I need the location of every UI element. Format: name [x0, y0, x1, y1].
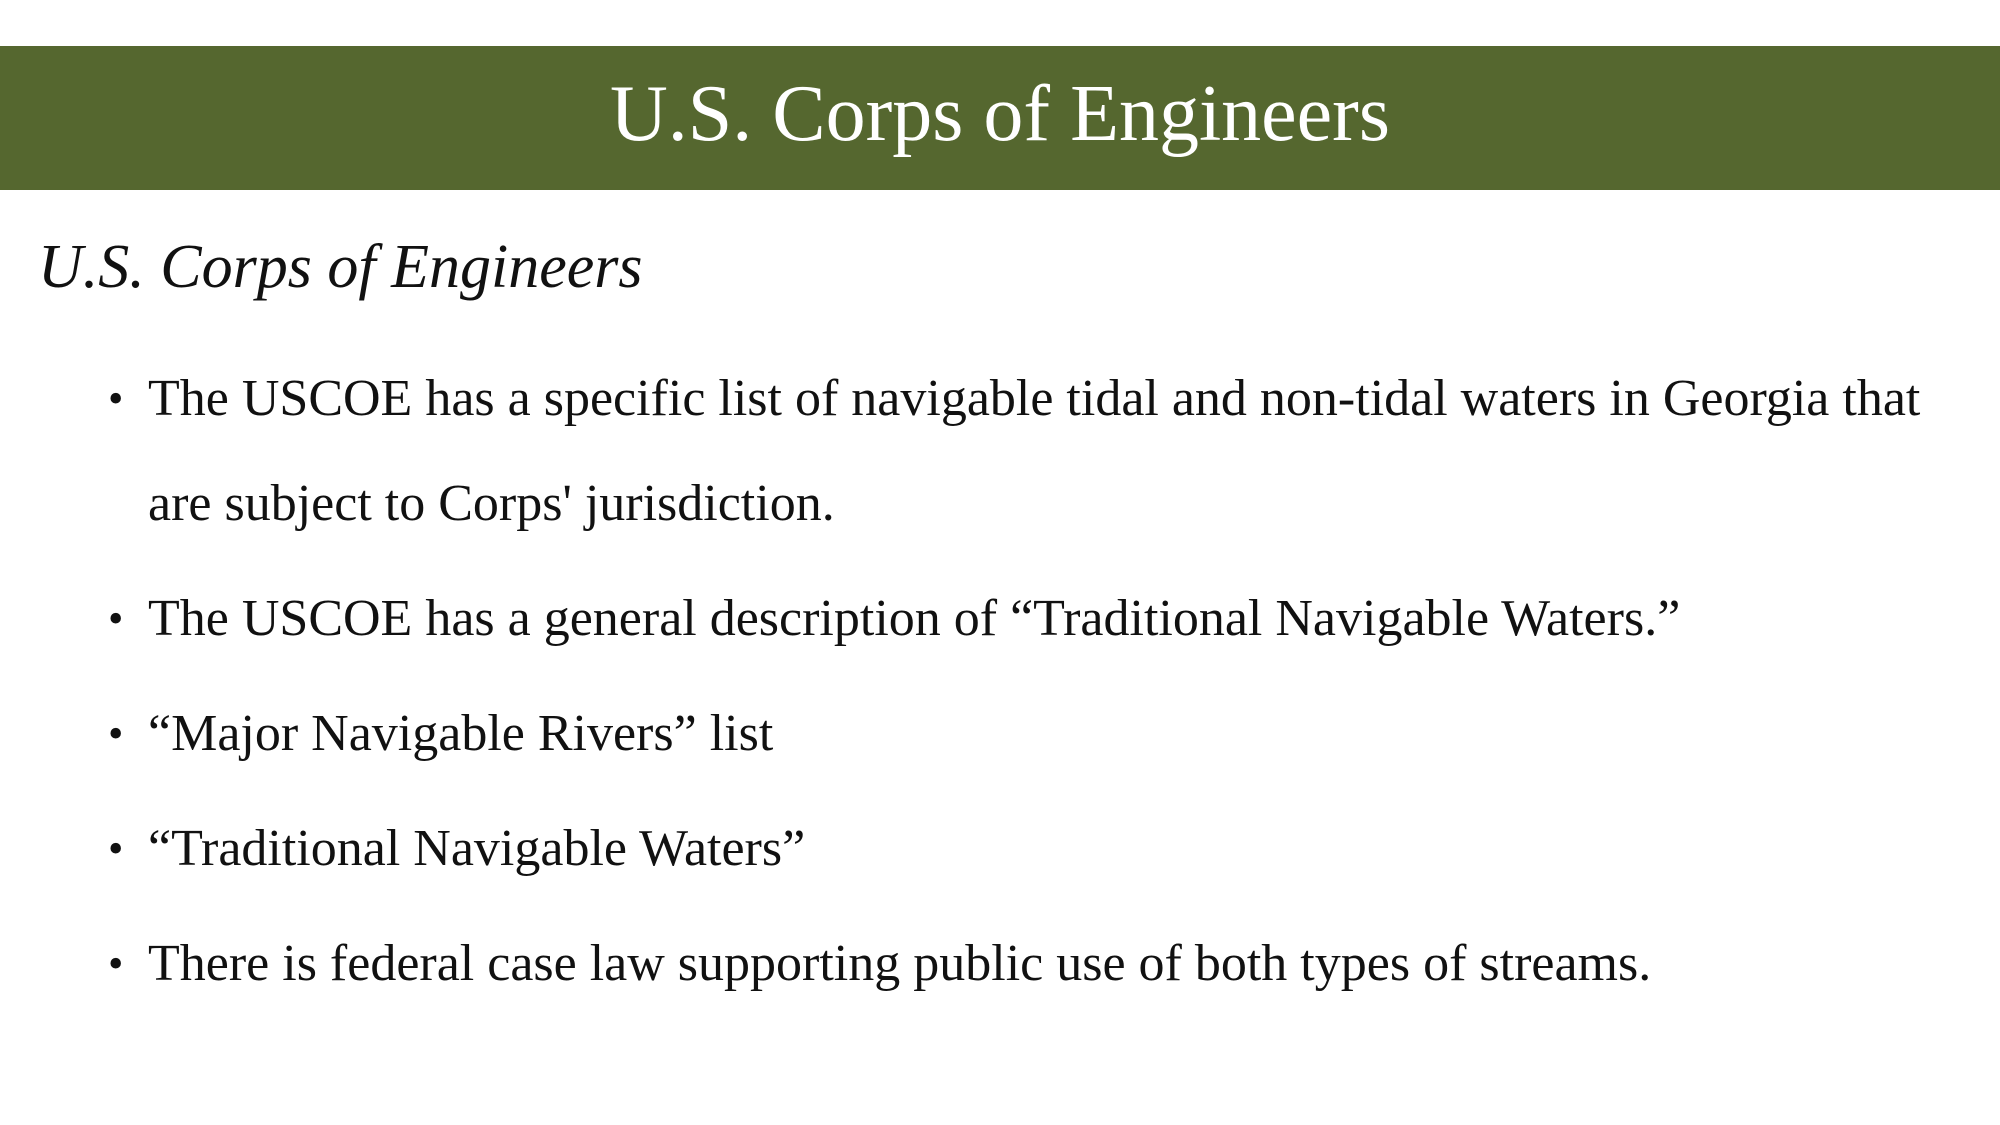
- list-item: [108, 566, 1948, 671]
- slide-title: U.S. Corps of Engineers: [610, 70, 1390, 158]
- bullet-icon: •: [108, 939, 124, 988]
- bullet-icon: •: [108, 374, 124, 423]
- bullet-list: [108, 346, 1948, 1026]
- bullet-icon: •: [108, 709, 124, 758]
- bullet-text: There is federal case law supporting public use of both types of streams.: [148, 935, 1652, 992]
- title-bar: [0, 46, 2000, 190]
- slide-subtitle: U.S. Corps of Engineers: [38, 233, 643, 301]
- bullet-icon: •: [108, 824, 124, 873]
- bullet-text: The USCOE has a specific list of navigable tidal and non-tidal waters in Georgia that are subject to Corps' jurisdiction.: [148, 370, 1921, 532]
- list-item: [108, 796, 1948, 901]
- bullet-text: The USCOE has a general description of “Traditional Navigable Waters.”: [148, 590, 1681, 647]
- list-item: [108, 911, 1948, 1016]
- bullet-text: “Traditional Navigable Waters”: [148, 820, 806, 877]
- bullet-icon: •: [108, 594, 124, 643]
- bullet-text: “Major Navigable Rivers” list: [148, 705, 774, 762]
- list-item: [108, 681, 1948, 786]
- list-item: [108, 346, 1948, 556]
